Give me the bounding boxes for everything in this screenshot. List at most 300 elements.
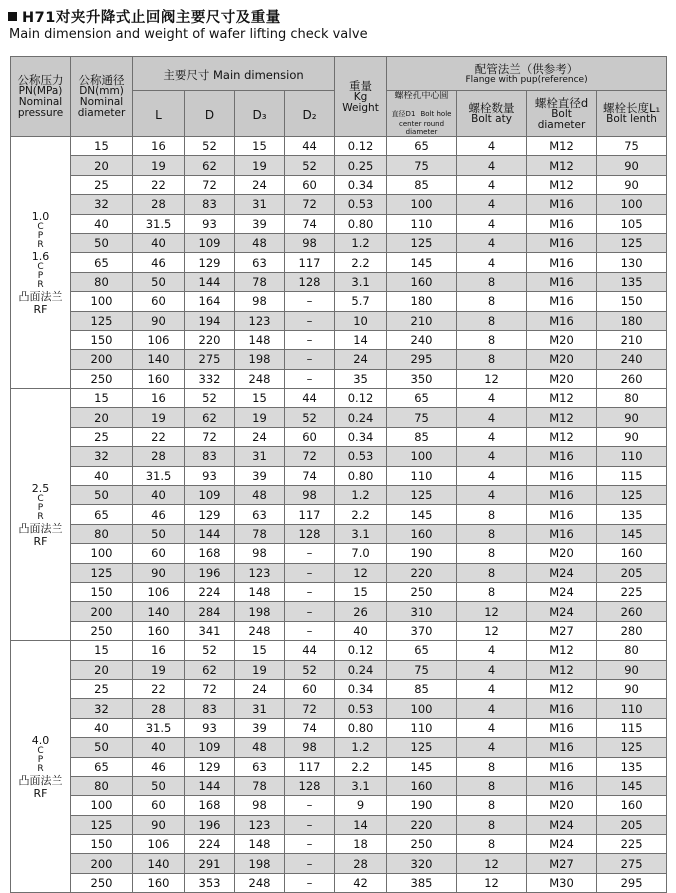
cell-D2: – — [285, 796, 335, 815]
cell-weight: 2.2 — [335, 757, 387, 776]
cell-bolt-circle: 250 — [387, 835, 457, 854]
pressure-group-line: 凸面法兰 — [18, 521, 63, 535]
table-row — [11, 563, 667, 582]
cell-weight: 12 — [335, 563, 387, 582]
cell-bolt-circle: 75 — [387, 156, 457, 175]
cell-D2: – — [285, 330, 335, 349]
cell-bolt-length: 125 — [597, 738, 667, 757]
cell-bolt-circle: 65 — [387, 137, 457, 156]
cell-dn: 200 — [71, 602, 133, 621]
header-weight: 重量 Kg Weight — [335, 57, 387, 137]
document-title-block — [8, 6, 668, 42]
cell-bolt-circle: 385 — [387, 873, 457, 892]
cell-weight: 2.2 — [335, 253, 387, 272]
cell-D: 144 — [185, 524, 235, 543]
table-header — [11, 57, 667, 137]
cell-dn: 40 — [71, 718, 133, 737]
cell-D: 72 — [185, 679, 235, 698]
cell-L: 40 — [133, 486, 185, 505]
cell-weight: 5.7 — [335, 292, 387, 311]
cell-bolt-diameter: M16 — [527, 272, 597, 291]
cell-weight: 28 — [335, 854, 387, 873]
cell-bolt-qty: 4 — [457, 679, 527, 698]
cell-dn: 15 — [71, 137, 133, 156]
cell-D2: – — [285, 621, 335, 640]
header-D3: D₃ — [235, 91, 285, 137]
cell-D2: 44 — [285, 389, 335, 408]
table-row — [11, 486, 667, 505]
cell-bolt-diameter: M12 — [527, 408, 597, 427]
pressure-group-line: C P R — [37, 221, 44, 250]
cell-L: 140 — [133, 854, 185, 873]
cell-weight: 35 — [335, 369, 387, 388]
table-row — [11, 447, 667, 466]
cell-bolt-circle: 160 — [387, 272, 457, 291]
cell-D2: 72 — [285, 699, 335, 718]
cell-L: 31.5 — [133, 466, 185, 485]
cell-dn: 250 — [71, 369, 133, 388]
cell-bolt-length: 100 — [597, 195, 667, 214]
cell-D2: 98 — [285, 738, 335, 757]
cell-bolt-length: 90 — [597, 679, 667, 698]
cell-bolt-length: 90 — [597, 408, 667, 427]
cell-bolt-circle: 85 — [387, 427, 457, 446]
cell-weight: 3.1 — [335, 776, 387, 795]
cell-bolt-diameter: M12 — [527, 156, 597, 175]
cell-D: 353 — [185, 873, 235, 892]
cell-bolt-diameter: M30 — [527, 873, 597, 892]
cell-bolt-qty: 8 — [457, 311, 527, 330]
header-nominal-pressure: 公称压力 PN(MPa) Nominal pressure — [11, 57, 71, 137]
cell-bolt-diameter: M16 — [527, 292, 597, 311]
cell-weight: 0.25 — [335, 156, 387, 175]
cell-bolt-qty: 8 — [457, 563, 527, 582]
cell-D: 62 — [185, 156, 235, 175]
cell-L: 22 — [133, 679, 185, 698]
cell-D2: 117 — [285, 757, 335, 776]
cell-bolt-length: 135 — [597, 505, 667, 524]
cell-L: 46 — [133, 253, 185, 272]
cell-D2: 74 — [285, 214, 335, 233]
cell-D3: 248 — [235, 369, 285, 388]
cell-bolt-qty: 4 — [457, 233, 527, 252]
cell-bolt-length: 280 — [597, 621, 667, 640]
cell-bolt-diameter: M16 — [527, 311, 597, 330]
cell-bolt-diameter: M16 — [527, 738, 597, 757]
cell-dn: 250 — [71, 873, 133, 892]
pressure-group-line: 凸面法兰 — [18, 773, 63, 787]
cell-D2: 74 — [285, 466, 335, 485]
cell-bolt-length: 90 — [597, 156, 667, 175]
cell-bolt-diameter: M20 — [527, 369, 597, 388]
cell-weight: 40 — [335, 621, 387, 640]
cell-dn: 80 — [71, 272, 133, 291]
cell-bolt-circle: 190 — [387, 544, 457, 563]
cell-dn: 125 — [71, 563, 133, 582]
table-row — [11, 776, 667, 795]
cell-bolt-qty: 4 — [457, 195, 527, 214]
cell-D: 224 — [185, 835, 235, 854]
cell-L: 19 — [133, 156, 185, 175]
cell-bolt-diameter: M16 — [527, 195, 597, 214]
cell-D2: 117 — [285, 253, 335, 272]
cell-dn: 40 — [71, 466, 133, 485]
cell-bolt-circle: 110 — [387, 214, 457, 233]
cell-L: 40 — [133, 738, 185, 757]
cell-D2: 117 — [285, 505, 335, 524]
cell-D3: 31 — [235, 699, 285, 718]
cell-bolt-length: 210 — [597, 330, 667, 349]
cell-bolt-qty: 4 — [457, 137, 527, 156]
table-row — [11, 660, 667, 679]
cell-bolt-diameter: M16 — [527, 757, 597, 776]
cell-L: 140 — [133, 602, 185, 621]
cell-weight: 1.2 — [335, 233, 387, 252]
cell-dn: 100 — [71, 292, 133, 311]
cell-D: 72 — [185, 175, 235, 194]
cell-bolt-length: 125 — [597, 233, 667, 252]
cell-bolt-qty: 4 — [457, 718, 527, 737]
cell-dn: 80 — [71, 776, 133, 795]
cell-bolt-diameter: M16 — [527, 524, 597, 543]
cell-bolt-qty: 12 — [457, 369, 527, 388]
cell-L: 60 — [133, 796, 185, 815]
pressure-group-line: 4.0 — [31, 733, 50, 747]
cell-D2: 52 — [285, 408, 335, 427]
cell-L: 90 — [133, 563, 185, 582]
cell-L: 22 — [133, 427, 185, 446]
cell-D2: – — [285, 292, 335, 311]
cell-bolt-circle: 160 — [387, 524, 457, 543]
table-row — [11, 815, 667, 834]
cell-bolt-qty: 12 — [457, 621, 527, 640]
header-bolt-length: 螺栓长度L₁ Bolt lenth — [597, 91, 667, 137]
cell-bolt-circle: 85 — [387, 175, 457, 194]
table-row — [11, 369, 667, 388]
cell-bolt-circle: 160 — [387, 776, 457, 795]
cell-D2: 44 — [285, 641, 335, 660]
cell-D2: – — [285, 815, 335, 834]
cell-dn: 15 — [71, 389, 133, 408]
cell-D2: – — [285, 854, 335, 873]
cell-D: 129 — [185, 253, 235, 272]
cell-D2: – — [285, 350, 335, 369]
cell-D: 284 — [185, 602, 235, 621]
cell-L: 60 — [133, 292, 185, 311]
cell-D3: 48 — [235, 738, 285, 757]
cell-bolt-qty: 8 — [457, 330, 527, 349]
pressure-group-line: 2.5 — [31, 481, 50, 495]
cell-weight: 3.1 — [335, 524, 387, 543]
table-row — [11, 699, 667, 718]
cell-bolt-diameter: M16 — [527, 718, 597, 737]
cell-D3: 39 — [235, 718, 285, 737]
cell-bolt-circle: 65 — [387, 389, 457, 408]
cell-bolt-qty: 4 — [457, 641, 527, 660]
cell-D3: 15 — [235, 137, 285, 156]
cell-bolt-length: 75 — [597, 137, 667, 156]
cell-bolt-circle: 145 — [387, 505, 457, 524]
cell-weight: 0.12 — [335, 641, 387, 660]
cell-bolt-circle: 145 — [387, 253, 457, 272]
cell-bolt-diameter: M12 — [527, 175, 597, 194]
cell-bolt-qty: 4 — [457, 738, 527, 757]
cell-D3: 148 — [235, 582, 285, 601]
cell-weight: 15 — [335, 582, 387, 601]
cell-D: 52 — [185, 641, 235, 660]
cell-D: 109 — [185, 486, 235, 505]
cell-bolt-length: 125 — [597, 486, 667, 505]
cell-D2: 98 — [285, 233, 335, 252]
cell-bolt-circle: 125 — [387, 738, 457, 757]
table-row — [11, 311, 667, 330]
cell-bolt-diameter: M16 — [527, 466, 597, 485]
cell-bolt-length: 135 — [597, 272, 667, 291]
cell-dn: 200 — [71, 854, 133, 873]
cell-bolt-circle: 85 — [387, 679, 457, 698]
table-row — [11, 544, 667, 563]
cell-L: 16 — [133, 389, 185, 408]
cell-D3: 78 — [235, 776, 285, 795]
cell-bolt-length: 240 — [597, 350, 667, 369]
table-body — [11, 137, 667, 893]
cell-D3: 31 — [235, 195, 285, 214]
cell-bolt-diameter: M16 — [527, 233, 597, 252]
cell-bolt-length: 90 — [597, 660, 667, 679]
cell-dn: 25 — [71, 427, 133, 446]
header-flange: 配管法兰（供参考） Flange with pup(reference) — [387, 57, 667, 91]
cell-bolt-diameter: M12 — [527, 427, 597, 446]
cell-L: 28 — [133, 699, 185, 718]
cell-L: 90 — [133, 311, 185, 330]
cell-bolt-circle: 100 — [387, 195, 457, 214]
cell-bolt-length: 115 — [597, 466, 667, 485]
cell-D2: – — [285, 563, 335, 582]
cell-dn: 32 — [71, 195, 133, 214]
cell-bolt-diameter: M12 — [527, 641, 597, 660]
cell-bolt-diameter: M20 — [527, 350, 597, 369]
cell-dn: 32 — [71, 699, 133, 718]
cell-bolt-qty: 4 — [457, 486, 527, 505]
cell-D3: 78 — [235, 524, 285, 543]
cell-L: 160 — [133, 621, 185, 640]
table-row — [11, 641, 667, 660]
cell-L: 28 — [133, 447, 185, 466]
pressure-group-line: RF — [33, 786, 48, 800]
table-row — [11, 854, 667, 873]
cell-D: 332 — [185, 369, 235, 388]
cell-bolt-diameter: M12 — [527, 389, 597, 408]
cell-weight: 2.2 — [335, 505, 387, 524]
cell-bolt-length: 205 — [597, 815, 667, 834]
cell-D3: 19 — [235, 660, 285, 679]
cell-dn: 100 — [71, 544, 133, 563]
cell-bolt-diameter: M16 — [527, 776, 597, 795]
title-chinese: H71对夹升降式止回阀主要尺寸及重量 — [22, 9, 281, 26]
cell-bolt-circle: 190 — [387, 796, 457, 815]
table-row — [11, 137, 667, 156]
cell-weight: 9 — [335, 796, 387, 815]
cell-weight: 24 — [335, 350, 387, 369]
pressure-group-line: 1.0 — [31, 209, 50, 223]
cell-D: 93 — [185, 718, 235, 737]
cell-L: 50 — [133, 272, 185, 291]
cell-D3: 148 — [235, 835, 285, 854]
cell-weight: 26 — [335, 602, 387, 621]
cell-D3: 39 — [235, 466, 285, 485]
cell-weight: 0.24 — [335, 408, 387, 427]
cell-D3: 24 — [235, 175, 285, 194]
cell-bolt-length: 260 — [597, 369, 667, 388]
cell-bolt-qty: 4 — [457, 389, 527, 408]
cell-dn: 50 — [71, 738, 133, 757]
cell-bolt-diameter: M20 — [527, 330, 597, 349]
cell-bolt-qty: 8 — [457, 796, 527, 815]
cell-D2: 128 — [285, 776, 335, 795]
cell-bolt-length: 260 — [597, 602, 667, 621]
cell-dn: 250 — [71, 621, 133, 640]
cell-L: 106 — [133, 835, 185, 854]
cell-D3: 123 — [235, 311, 285, 330]
cell-D3: 98 — [235, 544, 285, 563]
cell-bolt-circle: 320 — [387, 854, 457, 873]
cell-D: 83 — [185, 195, 235, 214]
cell-D3: 248 — [235, 621, 285, 640]
title-bullet-icon — [8, 12, 17, 21]
cell-dn: 150 — [71, 582, 133, 601]
cell-bolt-circle: 370 — [387, 621, 457, 640]
cell-weight: 14 — [335, 330, 387, 349]
cell-bolt-length: 275 — [597, 854, 667, 873]
cell-bolt-length: 160 — [597, 796, 667, 815]
cell-bolt-length: 180 — [597, 311, 667, 330]
header-main-dimension: 主要尺寸 Main dimension — [133, 57, 335, 91]
table-row — [11, 738, 667, 757]
cell-D3: 19 — [235, 156, 285, 175]
cell-bolt-circle: 180 — [387, 292, 457, 311]
cell-bolt-qty: 8 — [457, 776, 527, 795]
pressure-group-line: C P R — [37, 745, 44, 774]
cell-weight: 7.0 — [335, 544, 387, 563]
cell-weight: 1.2 — [335, 738, 387, 757]
cell-weight: 10 — [335, 311, 387, 330]
cell-D2: – — [285, 544, 335, 563]
cell-bolt-length: 225 — [597, 582, 667, 601]
cell-D: 93 — [185, 214, 235, 233]
cell-dn: 150 — [71, 330, 133, 349]
cell-D3: 248 — [235, 873, 285, 892]
table-row — [11, 796, 667, 815]
cell-L: 106 — [133, 582, 185, 601]
cell-D3: 148 — [235, 330, 285, 349]
cell-D2: 98 — [285, 486, 335, 505]
cell-L: 160 — [133, 873, 185, 892]
table-row — [11, 272, 667, 291]
cell-L: 31.5 — [133, 214, 185, 233]
cell-D2: 52 — [285, 660, 335, 679]
header-bolt-diameter: 螺栓直径d Bolt diameter — [527, 91, 597, 137]
cell-weight: 0.24 — [335, 660, 387, 679]
cell-dn: 65 — [71, 505, 133, 524]
header-D: D — [185, 91, 235, 137]
cell-bolt-circle: 100 — [387, 447, 457, 466]
cell-D: 168 — [185, 544, 235, 563]
cell-D: 52 — [185, 137, 235, 156]
cell-bolt-diameter: M20 — [527, 796, 597, 815]
header-nominal-diameter: 公称通径 DN(mm) Nominal diameter — [71, 57, 133, 137]
cell-bolt-diameter: M16 — [527, 214, 597, 233]
cell-bolt-diameter: M16 — [527, 486, 597, 505]
cell-bolt-circle: 220 — [387, 815, 457, 834]
cell-D3: 31 — [235, 447, 285, 466]
cell-bolt-diameter: M24 — [527, 563, 597, 582]
cell-bolt-qty: 8 — [457, 757, 527, 776]
cell-bolt-length: 90 — [597, 427, 667, 446]
table-row — [11, 330, 667, 349]
cell-weight: 0.53 — [335, 195, 387, 214]
cell-D2: – — [285, 602, 335, 621]
cell-D3: 123 — [235, 563, 285, 582]
cell-D3: 123 — [235, 815, 285, 834]
title-english: Main dimension and weight of wafer lifting check valve — [9, 27, 368, 42]
cell-bolt-qty: 8 — [457, 815, 527, 834]
pressure-group-line: C P R — [37, 493, 44, 522]
cell-L: 28 — [133, 195, 185, 214]
header-bolt-circle: 螺栓孔中心圆 直径D1 Bolt hole center round diameter — [387, 91, 457, 137]
cell-bolt-qty: 8 — [457, 272, 527, 291]
cell-bolt-length: 105 — [597, 214, 667, 233]
cell-bolt-length: 295 — [597, 873, 667, 892]
cell-D3: 15 — [235, 641, 285, 660]
pressure-group-line: RF — [33, 534, 48, 548]
cell-D3: 19 — [235, 408, 285, 427]
cell-D: 109 — [185, 233, 235, 252]
cell-D2: 72 — [285, 447, 335, 466]
cell-bolt-length: 115 — [597, 718, 667, 737]
table-row — [11, 602, 667, 621]
cell-L: 50 — [133, 776, 185, 795]
cell-D: 341 — [185, 621, 235, 640]
cell-bolt-qty: 4 — [457, 156, 527, 175]
cell-D3: 39 — [235, 214, 285, 233]
cell-dn: 25 — [71, 679, 133, 698]
cell-dn: 20 — [71, 408, 133, 427]
cell-D: 129 — [185, 505, 235, 524]
cell-weight: 0.34 — [335, 679, 387, 698]
cell-dn: 150 — [71, 835, 133, 854]
table-row — [11, 389, 667, 408]
cell-D: 224 — [185, 582, 235, 601]
cell-bolt-qty: 4 — [457, 427, 527, 446]
cell-bolt-diameter: M27 — [527, 854, 597, 873]
cell-L: 19 — [133, 660, 185, 679]
cell-bolt-diameter: M24 — [527, 602, 597, 621]
cell-L: 46 — [133, 757, 185, 776]
cell-bolt-length: 225 — [597, 835, 667, 854]
cell-bolt-qty: 4 — [457, 408, 527, 427]
cell-bolt-diameter: M27 — [527, 621, 597, 640]
cell-bolt-circle: 65 — [387, 641, 457, 660]
table-row — [11, 233, 667, 252]
cell-D: 194 — [185, 311, 235, 330]
cell-D: 62 — [185, 660, 235, 679]
cell-L: 140 — [133, 350, 185, 369]
cell-L: 60 — [133, 544, 185, 563]
cell-dn: 50 — [71, 486, 133, 505]
table-row — [11, 253, 667, 272]
cell-bolt-qty: 12 — [457, 602, 527, 621]
header-L: L — [133, 91, 185, 137]
